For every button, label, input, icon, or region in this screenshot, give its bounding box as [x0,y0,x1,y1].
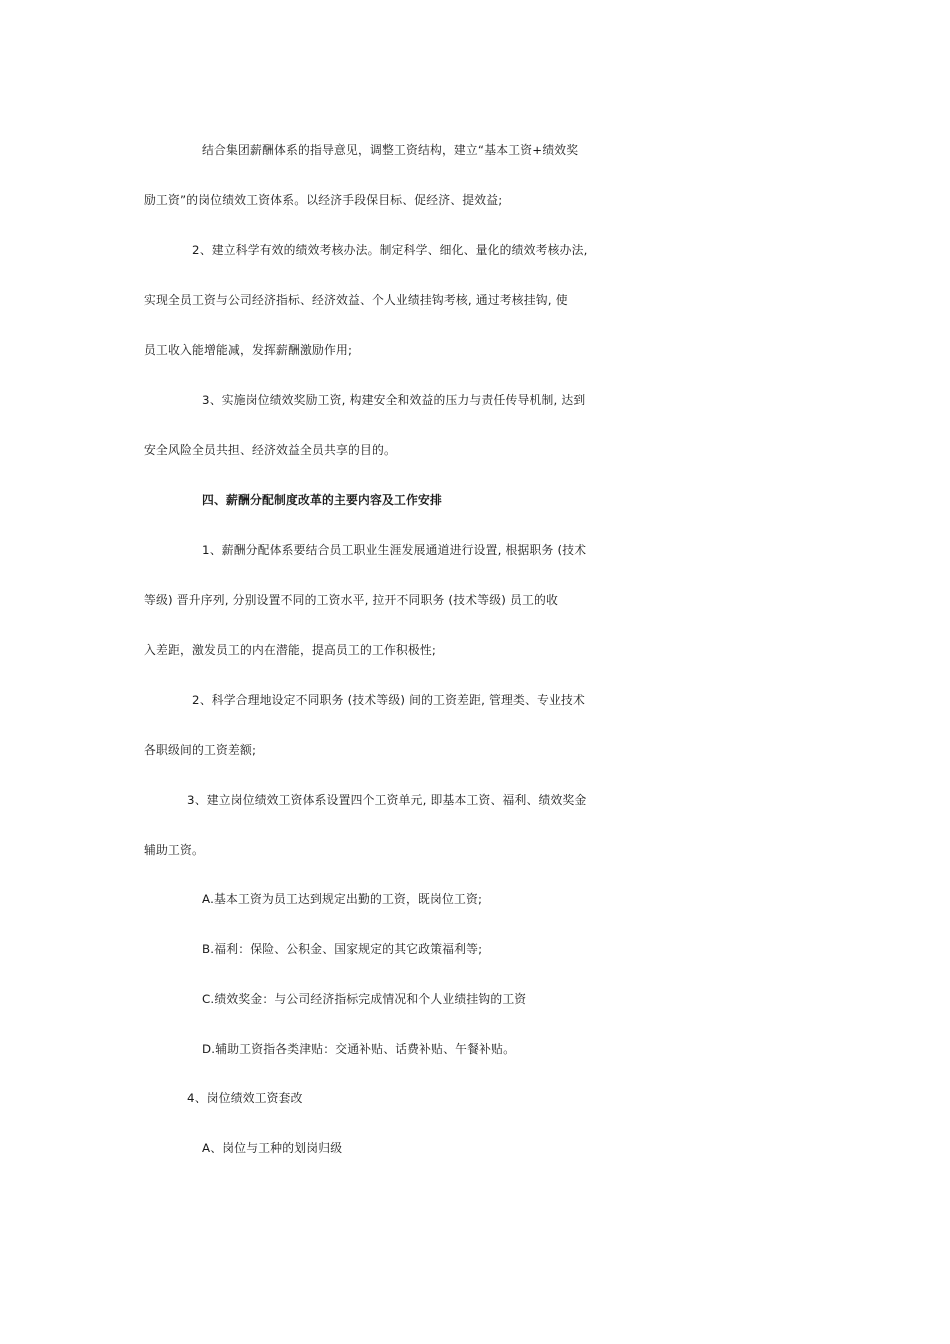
section-heading: 四、薪酬分配制度改革的主要内容及工作安排 [202,493,442,507]
text-line: 结合集团薪酬体系的指导意见，调整工资结构，建立“基本工资+绩效奖 [202,143,579,157]
text-line: 3、建立岗位绩效工资体系设置四个工资单元, 即基本工资、福利、绩效奖金 [187,793,587,807]
text-line: 2、建立科学有效的绩效考核办法。制定科学、细化、量化的绩效考核办法, [192,243,588,257]
list-item: B.福利：保险、公积金、国家规定的其它政策福利等; [202,942,483,956]
text-line: 实现全员工资与公司经济指标、经济效益、个人业绩挂钩考核, 通过考核挂钩, 使 [144,293,568,307]
text-line: 1、薪酬分配体系要结合员工职业生涯发展通道进行设置, 根据职务 (技术 [202,543,587,557]
text-line: 各职级间的工资差额; [144,743,257,757]
list-item: D.辅助工资指各类津贴：交通补贴、话费补贴、午餐补贴。 [202,1042,516,1056]
list-item: C.绩效奖金：与公司经济指标完成情况和个人业绩挂钩的工资 [202,992,527,1006]
list-item: A.基本工资为员工达到规定出勤的工资，既岗位工资; [202,892,483,906]
text-line: 入差距，激发员工的内在潜能，提高员工的工作积极性; [144,643,437,657]
text-line: 2、科学合理地设定不同职务 (技术等级) 间的工资差距, 管理类、专业技术 [192,693,586,707]
text-line: 3、实施岗位绩效奖励工资, 构建安全和效益的压力与责任传导机制, 达到 [202,393,586,407]
text-line: 励工资”的岗位绩效工资体系。以经济手段保目标、促经济、提效益; [144,193,503,207]
text-line: 4、岗位绩效工资套改 [187,1091,303,1105]
list-item: A、岗位与工种的划岗归级 [202,1141,343,1155]
text-line: 辅助工资。 [144,843,204,857]
text-line: 等级) 晋升序列, 分别设置不同的工资水平, 拉开不同职务 (技术等级) 员工的收 [144,593,558,607]
text-line: 员工收入能增能减，发挥薪酬激励作用; [144,343,353,357]
text-line: 安全风险全员共担、经济效益全员共享的目的。 [144,443,396,457]
